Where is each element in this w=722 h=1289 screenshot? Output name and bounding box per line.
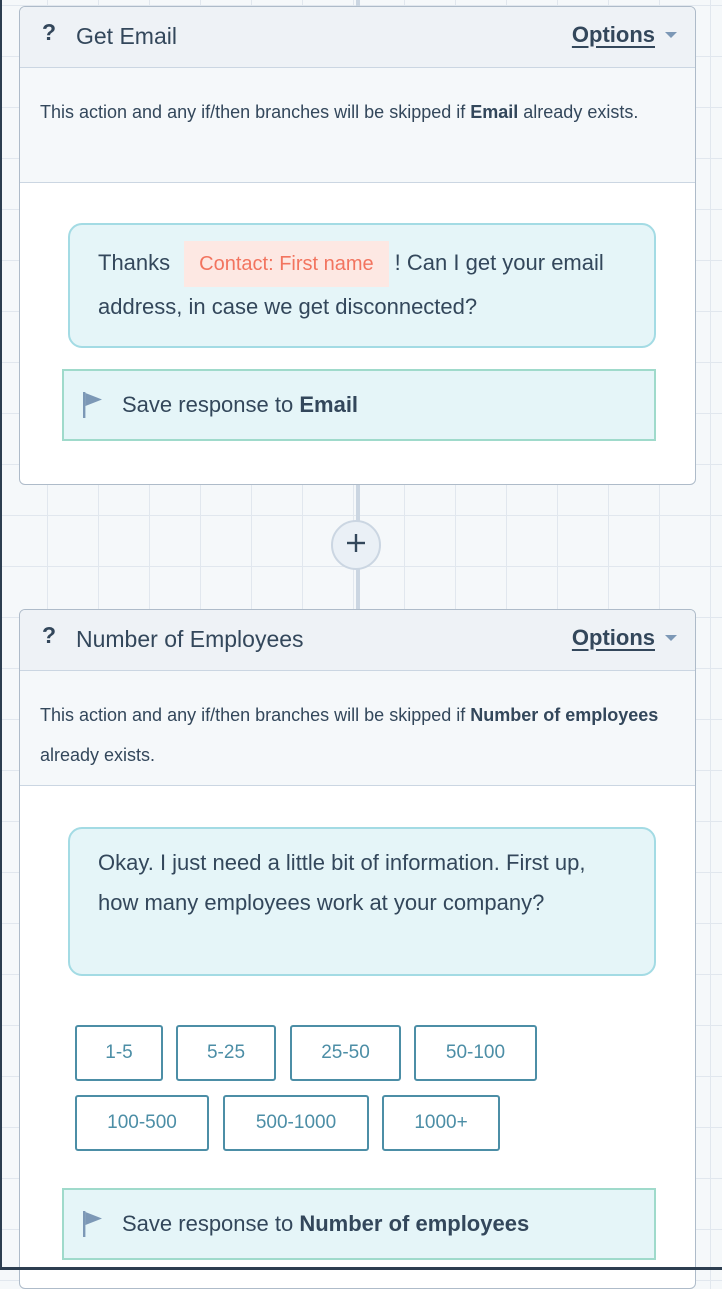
window-frame-left [0,0,2,1270]
save-response-bar[interactable] [62,1188,656,1260]
quick-reply-option[interactable]: 50-100 [414,1025,537,1081]
card-title: Number of Employees [76,626,304,652]
quick-reply-option[interactable]: 1000+ [382,1095,500,1151]
save-property: Number of employees [299,1211,530,1236]
quick-reply-option[interactable]: 5-25 [176,1025,276,1081]
save-response-bar[interactable] [62,369,656,441]
card-header [20,7,695,68]
flag-icon [82,391,104,419]
save-prefix: Save response to [122,1211,300,1236]
save-property: Email [299,392,359,417]
save-response-label [122,392,358,418]
notice-text-end: already exists. [518,102,639,122]
plus-icon [345,532,367,559]
message-text: Thanks [98,249,171,275]
bot-message-bubble[interactable] [68,827,656,976]
action-card-get-email[interactable] [19,6,696,485]
card-title: Get Email [76,23,177,49]
message-text-end: ! Can I get your email address, in case we get disconnected? [98,249,604,319]
quick-reply-option[interactable]: 1-5 [75,1025,163,1081]
card-header [20,610,695,671]
bot-message-bubble[interactable] [68,223,656,348]
skip-notice [20,671,695,786]
action-card-number-of-employees[interactable] [19,609,696,1289]
quick-reply-option[interactable]: 500-1000 [223,1095,369,1151]
notice-text-end: already exists. [40,745,156,765]
message-text: Okay. I just need a little bit of information. First up, how many employees work at your company? [98,850,586,915]
caret-down-icon [665,32,677,38]
options-dropdown[interactable] [572,22,677,48]
quick-reply-option[interactable]: 25-50 [290,1025,401,1081]
options-label: Options [571,22,655,47]
notice-text: This action and any if/then branches will be skipped if [40,102,471,122]
personalization-token[interactable]: Contact: First name [184,241,389,287]
add-action-button[interactable] [331,520,381,570]
question-icon: ? [42,622,57,648]
question-icon: ? [42,19,57,45]
notice-property: Number of employees [470,705,659,725]
caret-down-icon [665,635,677,641]
flag-icon [82,1210,104,1238]
notice-text: This action and any if/then branches will be skipped if [40,705,471,725]
notice-property: Email [470,102,519,122]
save-prefix: Save response to [122,392,300,417]
options-label: Options [571,625,655,650]
skip-notice [20,68,695,183]
save-response-label [122,1211,529,1237]
options-dropdown[interactable] [572,625,677,651]
quick-reply-option[interactable]: 100-500 [75,1095,209,1151]
